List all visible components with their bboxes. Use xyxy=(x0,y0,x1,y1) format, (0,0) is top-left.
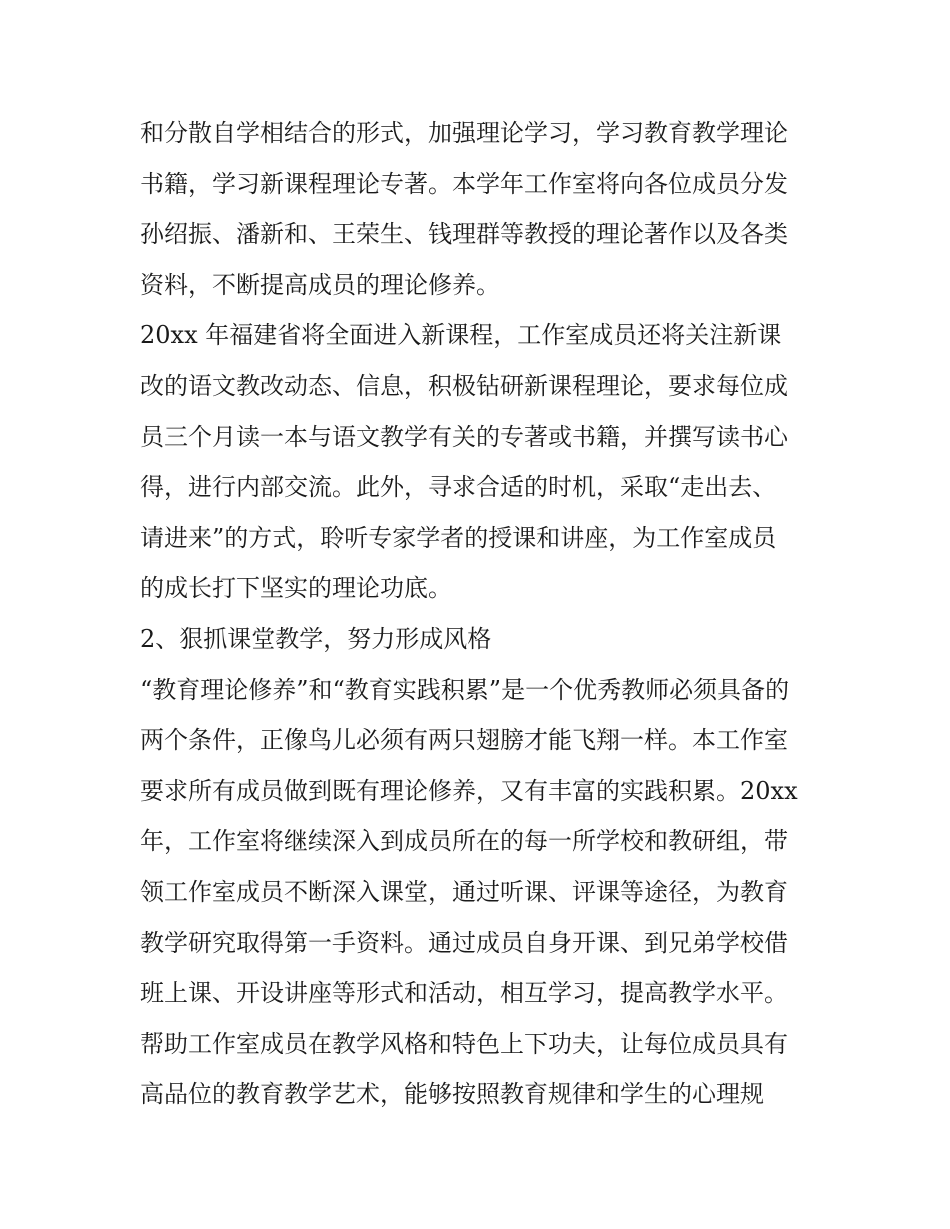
text-line: 高品位的教育教学艺术，能够按照教育规律和学生的心理规 xyxy=(140,1080,764,1109)
text-line: 得，进行内部交流。此外，寻求合适的时机，采取“走出去、 xyxy=(140,473,777,502)
section-heading: 2、狠抓课堂教学，努力形成风格 xyxy=(140,624,492,653)
text-line: 资料，不断提高成员的理论修养。 xyxy=(140,270,500,299)
text-line: 和分散自学相结合的形式，加强理论学习，学习教育教学理论 xyxy=(140,119,788,147)
text-line: 两个条件，正像鸟儿必须有两只翅膀才能飞翔一样。本工作室 xyxy=(140,726,788,755)
text-line: 的成长打下坚实的理论功底。 xyxy=(140,574,452,603)
text-line: 请进来”的方式，聆听专家学者的授课和讲座，为工作室成员 xyxy=(140,523,777,552)
text-line: 书籍，学习新课程理论专著。本学年工作室将向各位成员分发 xyxy=(140,169,788,198)
text-line: 领工作室成员不断深入课堂，通过听课、评课等途径，为教育 xyxy=(140,877,788,906)
text-line: 要求所有成员做到既有理论修养，又有丰富的实践积累。20xx xyxy=(140,776,798,805)
text-line: 教学研究取得第一手资料。通过成员自身开课、到兄弟学校借 xyxy=(140,928,788,957)
text-line: “教育理论修养”和“教育实践积累”是一个优秀教师必须具备的 xyxy=(140,675,790,704)
text-line: 孙绍振、潘新和、王荣生、钱理群等教授的理论著作以及各类 xyxy=(140,220,788,249)
body-text xyxy=(140,108,820,1120)
text-line: 帮助工作室成员在教学风格和特色上下功夫，让每位成员具有 xyxy=(140,1029,788,1058)
text-line: 年，工作室将继续深入到成员所在的每一所学校和教研组，带 xyxy=(140,827,788,856)
text-line: 20xx 年福建省将全面进入新课程，工作室成员还将关注新课 xyxy=(140,321,782,350)
text-line: 班上课、开设讲座等形式和活动，相互学习，提高教学水平。 xyxy=(140,979,788,1008)
text-line: 员三个月读一本与语文教学有关的专著或书籍，并撰写读书心 xyxy=(140,422,788,451)
text-line: 改的语文教改动态、信息，积极钻研新课程理论，要求每位成 xyxy=(140,371,788,400)
